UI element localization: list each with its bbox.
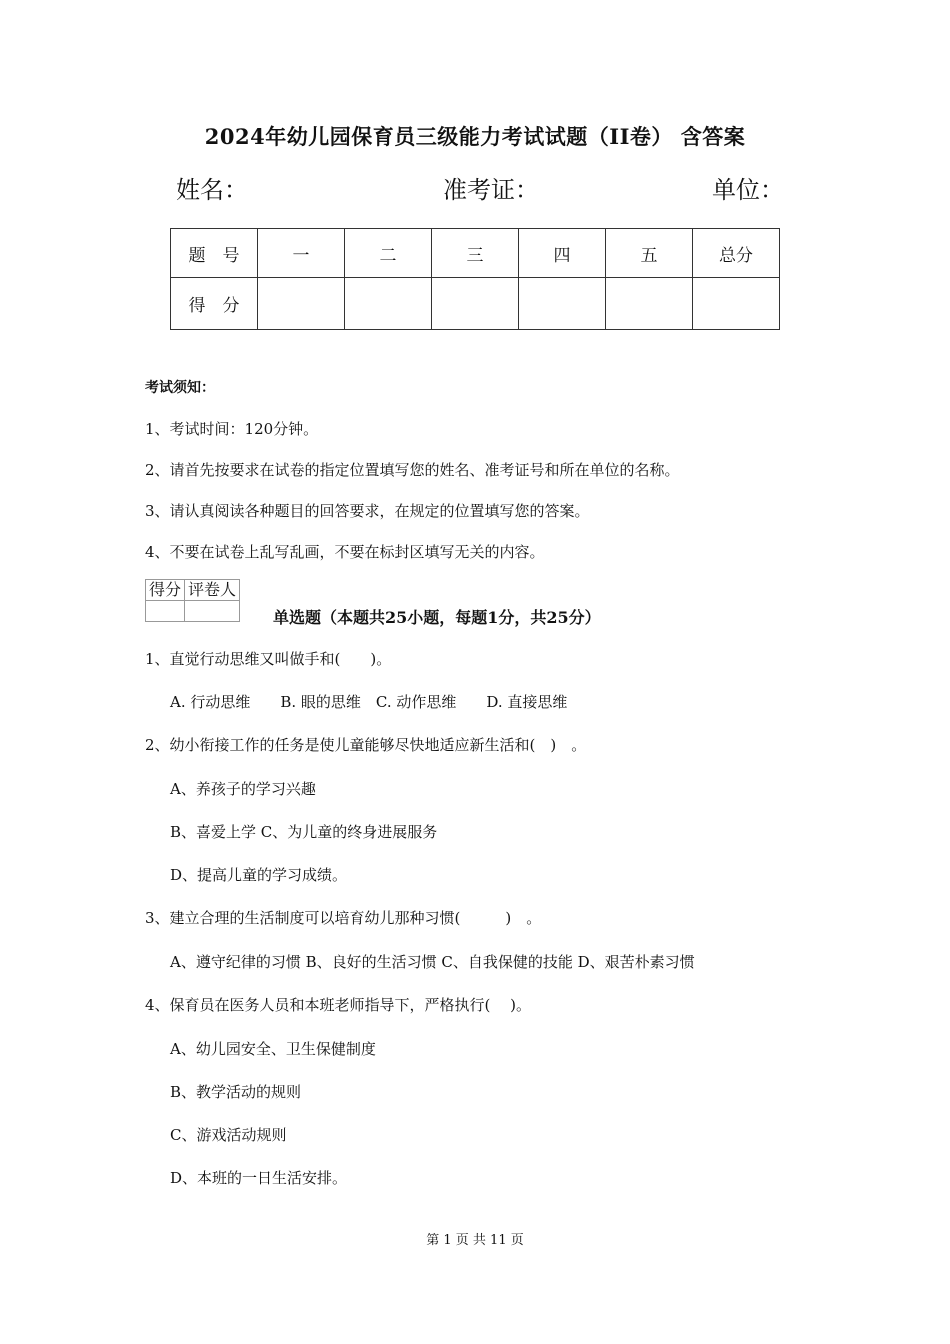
question-option: D、提高儿童的学习成绩。 — [170, 866, 348, 884]
page-footer: 第 1 页 共 11 页 — [426, 1233, 524, 1248]
question-text: 2、幼小衔接工作的任务是使儿童能够尽快地适应新生活和( ) 。 — [145, 736, 587, 754]
score-table — [170, 228, 780, 330]
score-table-score-row — [171, 278, 780, 330]
question-option: A、遵守纪律的习惯 B、良好的生活习惯 C、自我保健的技能 D、艰苦朴素习惯 — [170, 953, 695, 971]
score-table-blank-cell — [258, 278, 345, 330]
score-table-cell: 题 号 — [171, 229, 258, 278]
score-table-blank-cell — [519, 278, 606, 330]
question-text: 1、直觉行动思维又叫做手和( )。 — [145, 650, 392, 668]
grader-box-score-label: 得分 — [146, 580, 185, 601]
notice-item: 1、考试时间：120分钟。 — [145, 420, 319, 438]
grader-box-blank-cell — [146, 601, 185, 622]
score-table-blank-cell — [345, 278, 432, 330]
score-table-cell: 四 — [519, 229, 606, 278]
score-table-cell: 总分 — [693, 229, 780, 278]
notice-item: 2、请首先按要求在试卷的指定位置填写您的姓名、准考证号和所在单位的名称。 — [145, 461, 680, 479]
score-table-cell: 三 — [432, 229, 519, 278]
score-table-row-label: 得 分 — [171, 278, 258, 330]
name-field-label: 姓名： — [176, 176, 248, 204]
question-option: B、教学活动的规则 — [170, 1083, 302, 1101]
question-option: A、养孩子的学习兴趣 — [170, 780, 316, 798]
question-option: A. 行动思维 B. 眼的思维 C. 动作思维 D. 直接思维 — [170, 693, 568, 711]
notice-item: 4、不要在试卷上乱写乱画，不要在标封区填写无关的内容。 — [145, 543, 545, 561]
score-table-cell: 五 — [606, 229, 693, 278]
page-title: 2024年幼儿园保育员三级能力考试试题（II卷） 含答案 — [204, 124, 746, 149]
grader-box-blank-cell — [185, 601, 240, 622]
score-table-cell: 二 — [345, 229, 432, 278]
unit-field-label: 单位： — [712, 176, 784, 204]
question-option: B、喜爱上学 C、为儿童的终身进展服务 — [170, 823, 438, 841]
question-text: 4、保育员在医务人员和本班老师指导下，严格执行( )。 — [145, 996, 532, 1014]
question-text: 3、建立合理的生活制度可以培育幼儿那种习惯( ) 。 — [145, 909, 542, 927]
notice-heading: 考试须知： — [145, 380, 215, 396]
question-option: D、本班的一日生活安排。 — [170, 1169, 348, 1187]
score-table-blank-cell — [432, 278, 519, 330]
grader-box-grader-label: 评卷人 — [185, 580, 240, 601]
notice-item: 3、请认真阅读各种题目的回答要求，在规定的位置填写您的答案。 — [145, 502, 590, 520]
question-option: C、游戏活动规则 — [170, 1126, 287, 1144]
section-title: 单选题（本题共25小题，每题1分，共25分） — [273, 608, 601, 627]
exam-id-field-label: 准考证： — [443, 176, 539, 204]
score-table-cell: 一 — [258, 229, 345, 278]
grader-box — [145, 579, 240, 622]
score-table-header-row — [171, 229, 780, 278]
score-table-blank-cell — [693, 278, 780, 330]
score-table-blank-cell — [606, 278, 693, 330]
question-option: A、幼儿园安全、卫生保健制度 — [170, 1040, 376, 1058]
